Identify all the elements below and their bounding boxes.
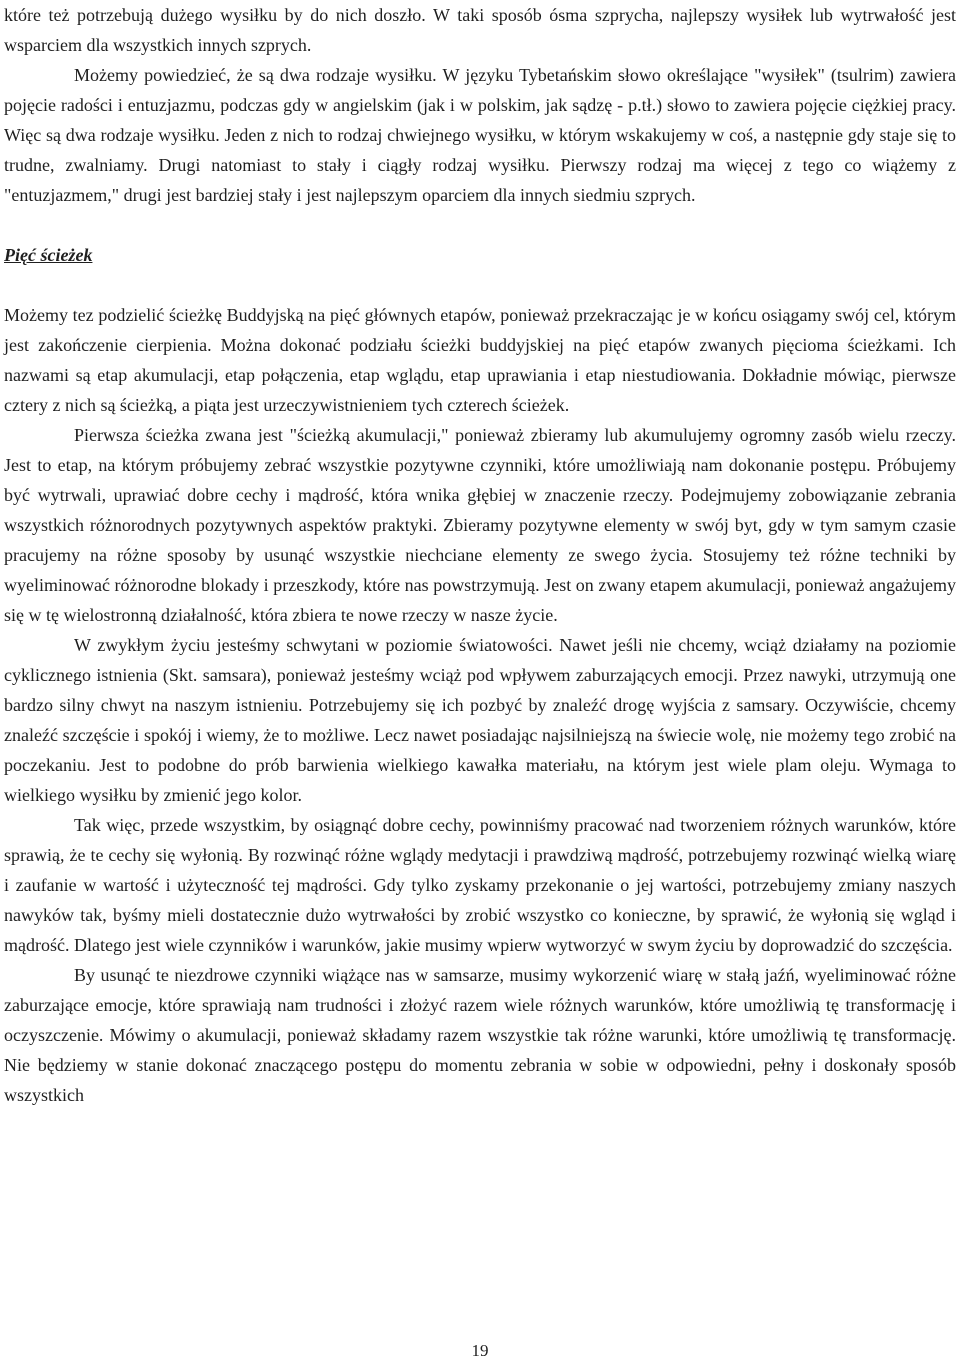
paragraph: W zwykłym życiu jesteśmy schwytani w poziomie światowości. Nawet jeśli nie chcemy, wciąż działamy na poziomie cyklicznego istnienia (Skt. samsara), ponieważ jesteśmy wciąż pod wpływem zaburzających emocji. Przez nawyki, utrzymują one bardzo silny chwyt na naszym istnieniu. Potrzebujemy się ich pozbyć by znaleźć drogę wyjścia z samsary. Oczywiście, chcemy znaleźć szczęście i spokój i wiemy, że to możliwe. Lecz nawet posiadając najsilniejszą na świecie wolę, nie możemy tego zrobić na poczekaniu. Jest to podobne do prób barwienia wielkiego kawałka materiału, na którym jest wiele plam oleju. Wymaga to wielkiego wysiłku by zmienić jego kolor.: [4, 635, 956, 805]
paragraph: Pierwsza ścieżka zwana jest "ścieżką akumulacji," ponieważ zbieramy lub akumulujemy ogromny zasób wielu rzeczy. Jest to etap, na którym próbujemy zebrać wszystkie pozytywne czynniki, które umożliwiają nam dokonanie postępu. Próbujemy być wytrwali, uprawiać dobre cechy i mądrość, która wnika głębiej w znaczenie rzeczy. Podejmujemy zobowiązanie zebrania wszystkich różnorodnych pozytywnych aspektów praktyki. Zbieramy pozytywne elementy w swój byt, gdy w tym samym czasie pracujemy na różne sposoby by usunąć wszystkie niechciane elementy ze swego życia. Stosujemy też różne techniki by wyeliminować różnorodne blokady i przeszkody, które nas powstrzymują. Jest on zwany etapem akumulacji, ponieważ angażujemy się w tę wielostronną działalność, która zbiera te nowe rzeczy w nasze życie.: [4, 425, 956, 625]
paragraph: Możemy powiedzieć, że są dwa rodzaje wysiłku. W języku Tybetańskim słowo określające "wysiłek" (tsulrim) zawiera pojęcie radości i entuzjazmu, podczas gdy w angielskim (jak i w polskim, jak sądzę - p.tł.) słowo to zawiera pojęcie ciężkiej pracy. Więc są dwa rodzaje wysiłku. Jeden z nich to rodzaj chwiejnego wysiłku, w którym wskakujemy w coś, a następnie gdy staje się to trudne, zwalniamy. Drugi natomiast to stały i ciągły rodzaj wysiłku. Pierwszy rodzaj ma więcej z tego co wiążemy z "entuzjazmem," drugi jest bardziej stały i jest najlepszym oparciem dla innych siedmiu szprych.: [4, 65, 956, 205]
paragraph: Możemy tez podzielić ścieżkę Buddyjską na pięć głównych etapów, ponieważ przekraczając je w końcu osiągamy swój cel, którym jest zakończenie cierpienia. Można dokonać podziału ścieżki buddyjskiej na pięć etapów zwanych pięcioma ścieżkami. Ich nazwami są etap akumulacji, etap połączenia, etap wglądu, etap uprawiania i etap niestudiowania. Dokładnie mówiąc, pierwsze cztery z nich są ścieżką, a piąta jest urzeczywistnieniem tych czterech ścieżek.: [4, 305, 956, 415]
spacer: [4, 270, 956, 300]
spacer: [4, 210, 956, 240]
section-heading: Pięć ścieżek: [4, 245, 93, 265]
document-page: [4, 0, 956, 1110]
paragraph: Tak więc, przede wszystkim, by osiągnąć dobre cechy, powinniśmy pracować nad tworzeniem różnych warunków, które sprawią, że te cechy się wyłonią. By rozwinąć różne wglądy medytacji i prawdziwą mądrość, potrzebujemy rozwinąć wielką wiarę i zaufanie w wartość i użyteczność tej mądrości. Gdy tylko zyskamy przekonanie o jej wartości, potrzebujemy zmiany naszych nawyków tak, byśmy mieli dostatecznie dużo wytrwałości by zrobić wszystko co konieczne, by sprawić, że wyłonią się wgląd i mądrość. Dlatego jest wiele czynników i warunków, jakie musimy wpierw wytworzyć w swym życiu by doprowadzić do szczęścia.: [4, 815, 956, 955]
page-number: 19: [471, 1341, 489, 1360]
paragraph: By usunąć te niezdrowe czynniki wiążące nas w samsarze, musimy wykorzenić wiarę w stałą jaźń, wyeliminować różne zaburzające emocje, które sprawiają nam trudności i złożyć razem wiele różnych warunków, które umożliwią tę transformację i oczyszczenie. Mówimy o akumulacji, ponieważ składamy razem wszystkie tak różne warunki, które umożliwią tę transformację. Nie będziemy w stanie dokonać znaczącego postępu do momentu zebrania w sobie w odpowiedni, pełny i doskonały sposób wszystkich: [4, 965, 956, 1105]
paragraph: które też potrzebują dużego wysiłku by do nich doszło. W taki sposób ósma szprycha, najlepszy wysiłek lub wytrwałość jest wsparciem dla wszystkich innych szprych.: [4, 5, 956, 55]
